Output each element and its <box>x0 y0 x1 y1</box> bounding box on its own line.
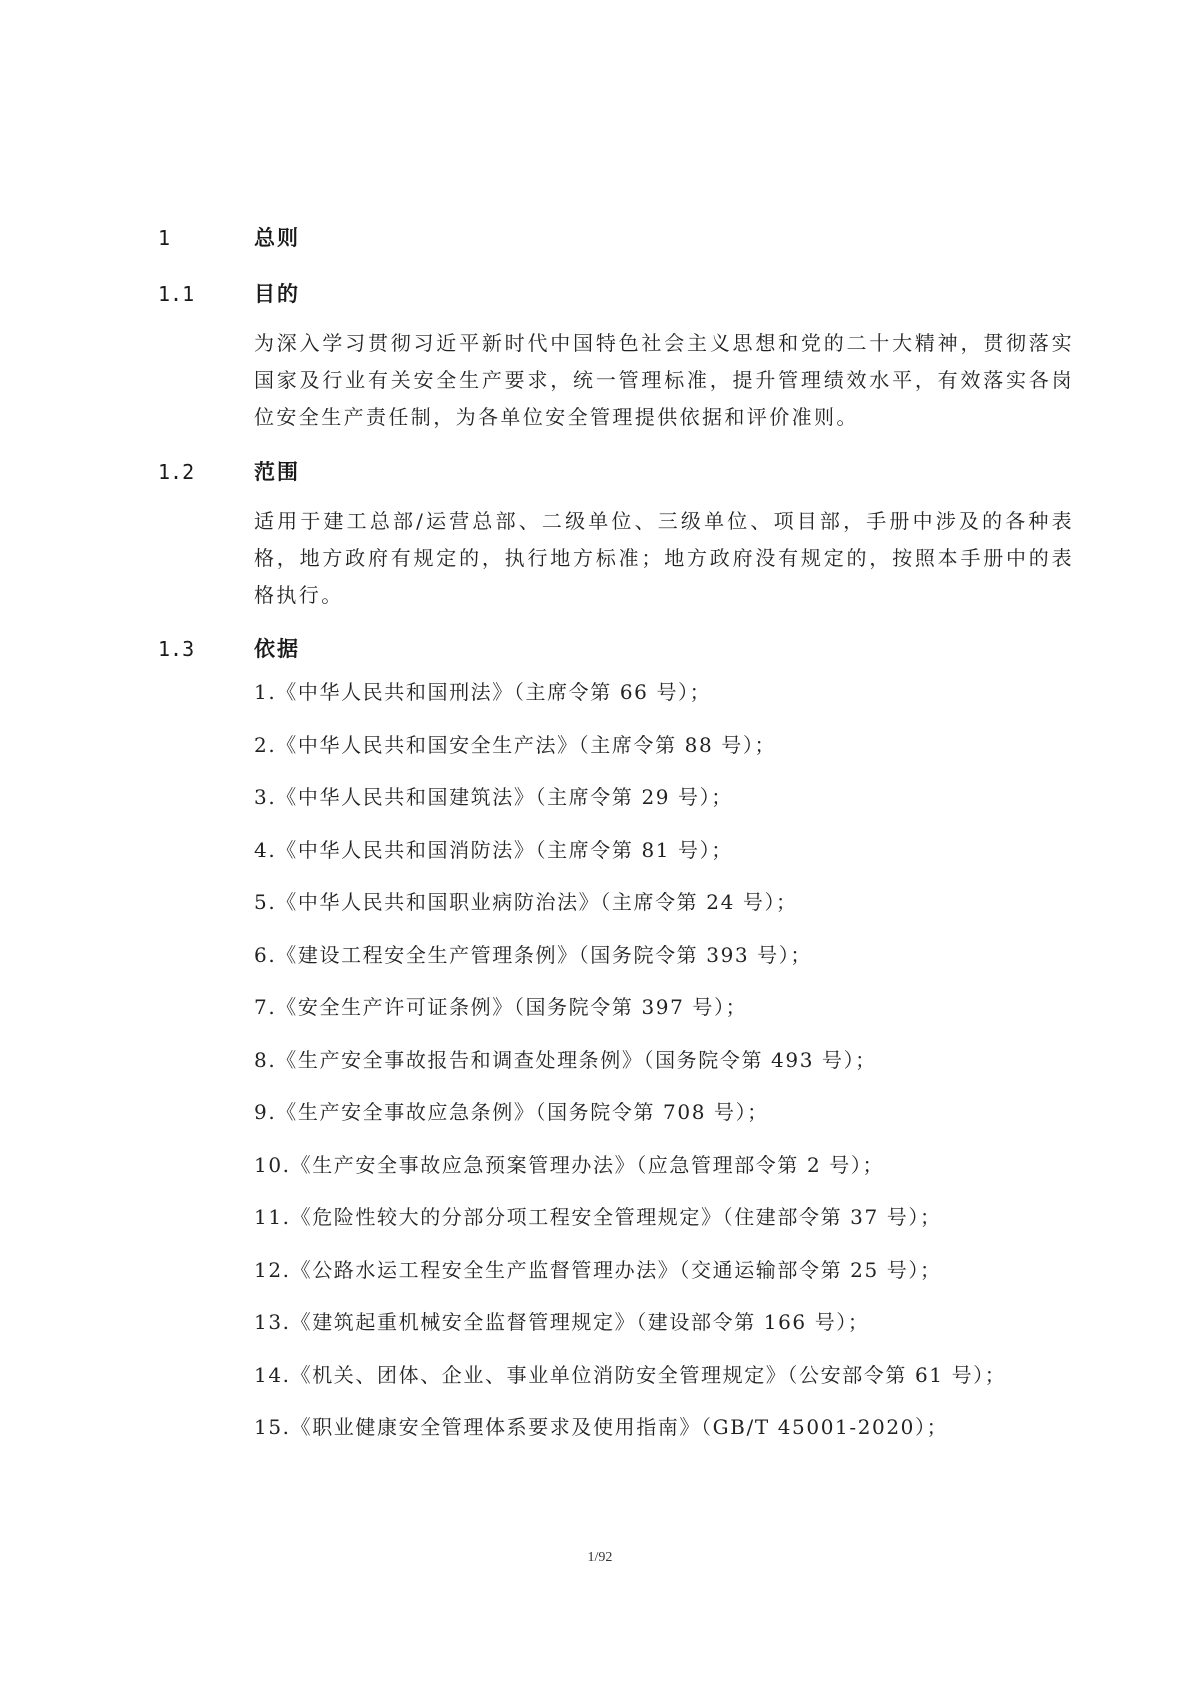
scope-paragraph: 适用于建工总部/运营总部、二级单位、三级单位、项目部，手册中涉及的各种表格，地方政府有规定的，执行地方标准；地方政府没有规定的，按照本手册中的表格执行。 <box>254 509 1074 607</box>
section-heading-general <box>158 222 300 252</box>
section-number: 1.2 <box>158 460 195 484</box>
reference-item: 4.《中华人民共和国消防法》（主席令第 81 号）； <box>254 837 733 862</box>
reference-item: 9.《生产安全事故应急条例》（国务院令第 708 号）； <box>254 1100 769 1124</box>
section-title: 总则 <box>254 226 300 250</box>
reference-item: 7.《安全生产许可证条例》（国务院令第 397 号）； <box>254 995 748 1019</box>
section-number: 1 <box>158 226 171 250</box>
reference-item: 8.《生产安全事故报告和调查处理条例》（国务院令第 493 号）； <box>254 1047 877 1072</box>
section-title: 依据 <box>254 637 300 661</box>
section-heading-purpose <box>158 278 300 308</box>
section-heading-basis <box>158 633 300 663</box>
reference-item: 1.《中华人民共和国刑法》（主席令第 66 号）； <box>254 680 712 704</box>
reference-list <box>254 676 1006 1464</box>
reference-item: 3.《中华人民共和国建筑法》（主席令第 29 号）； <box>254 785 733 809</box>
purpose-paragraph: 为深入学习贯彻习近平新时代中国特色社会主义思想和党的二十大精神，贯彻落实国家及行业有关安全生产要求，统一管理标准，提升管理绩效水平，有效落实各岗位安全生产责任制，为各单位安全管理提供依据和评价准则。 <box>254 331 1074 429</box>
reference-item: 12.《公路水运工程安全生产监督管理办法》（交通运输部令第 25 号）； <box>254 1257 942 1282</box>
reference-item: 13.《建筑起重机械安全监督管理规定》（建设部令第 166 号）； <box>254 1310 870 1334</box>
reference-item: 11.《危险性较大的分部分项工程安全管理规定》（住建部令第 37 号）； <box>254 1205 942 1229</box>
page-number: 1/92 <box>587 1550 613 1565</box>
reference-item: 15.《职业健康安全管理体系要求及使用指南》（GB/T 45001-2020）； <box>254 1415 949 1439</box>
section-title: 目的 <box>254 282 300 306</box>
section-number: 1.3 <box>158 637 195 661</box>
reference-item: 10.《生产安全事故应急预案管理办法》（应急管理部令第 2 号）； <box>254 1152 885 1177</box>
reference-item: 6.《建设工程安全生产管理条例》（国务院令第 393 号）； <box>254 942 812 967</box>
section-title: 范围 <box>254 460 300 484</box>
reference-item: 5.《中华人民共和国职业病防治法》（主席令第 24 号）； <box>254 890 798 914</box>
section-number: 1.1 <box>158 282 195 306</box>
section-heading-scope <box>158 456 300 486</box>
reference-item: 14.《机关、团体、企业、事业单位消防安全管理规定》（公安部令第 61 号）； <box>254 1362 1007 1387</box>
reference-item: 2.《中华人民共和国安全生产法》（主席令第 88 号）； <box>254 732 777 757</box>
